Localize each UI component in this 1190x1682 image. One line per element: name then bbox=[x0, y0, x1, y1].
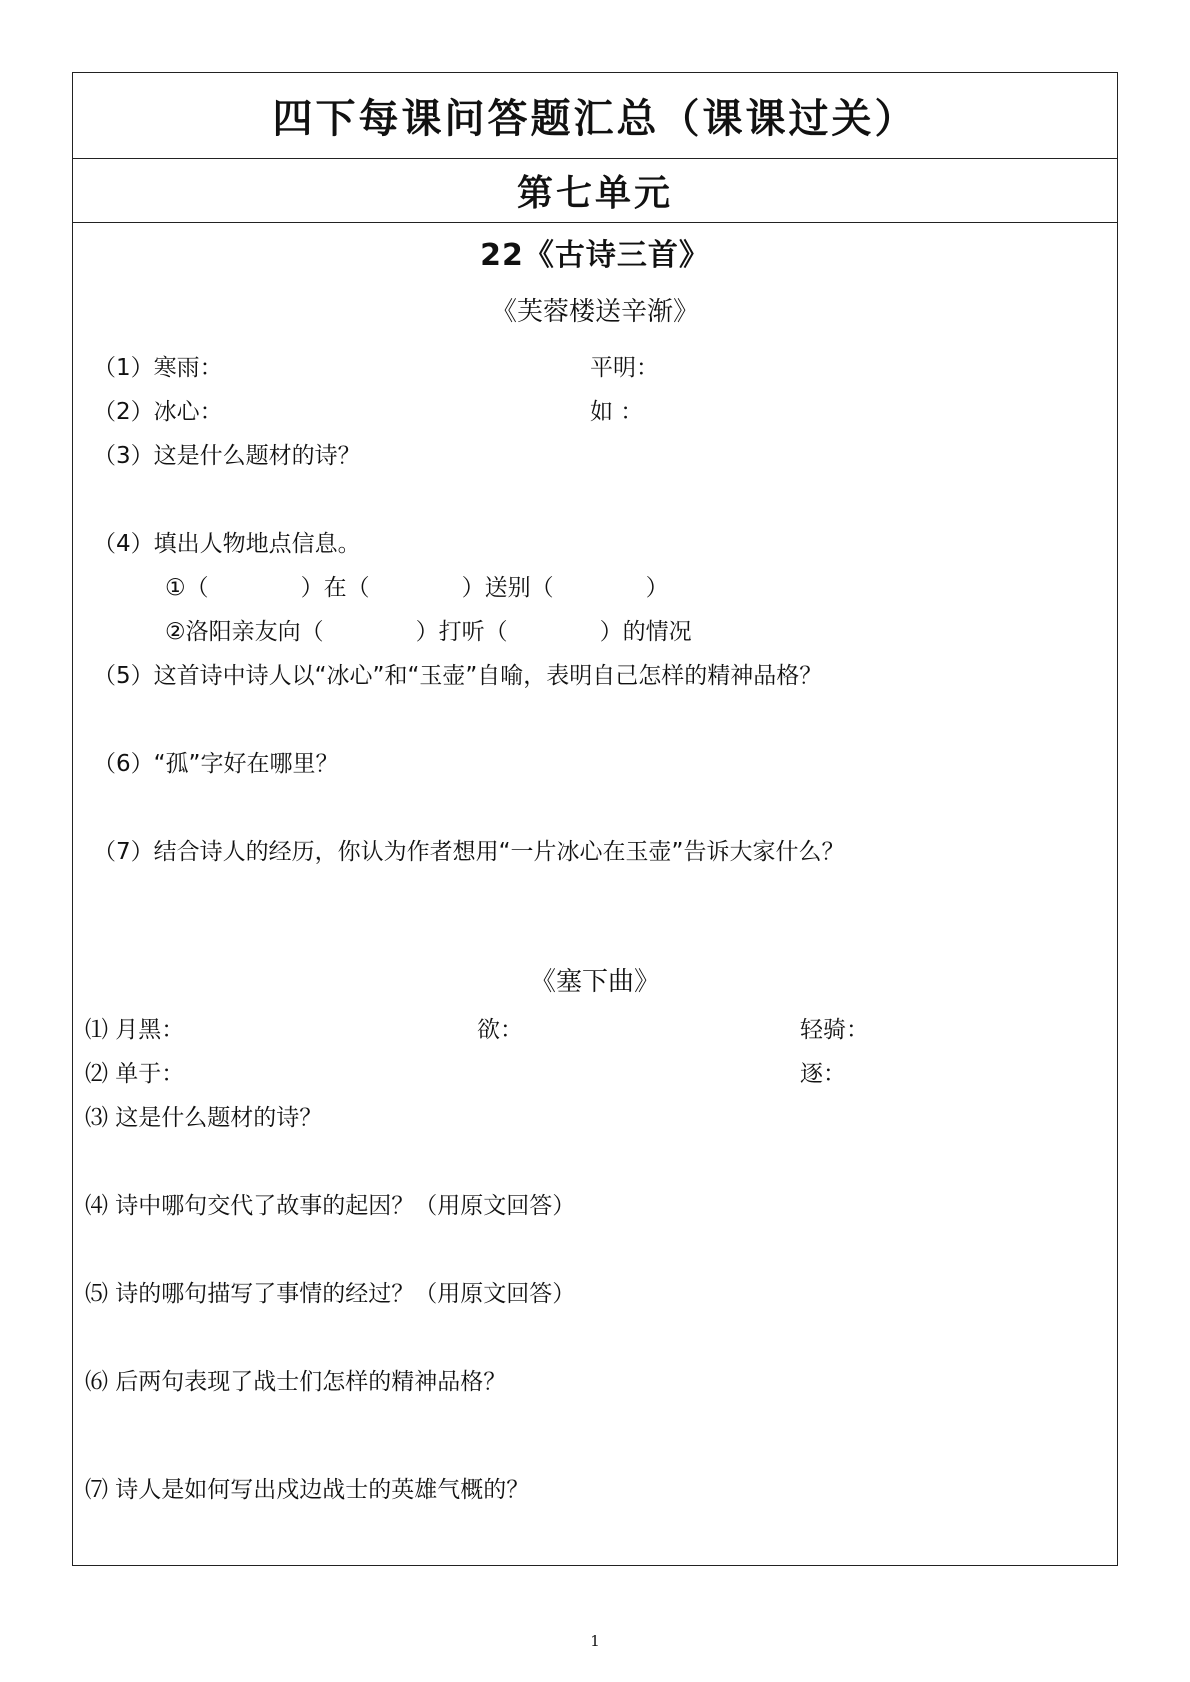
poem1-q1-right: 平明： bbox=[590, 355, 659, 381]
poem1-q6: （6）“孤”字好在哪里？ bbox=[93, 751, 339, 777]
title-row bbox=[73, 73, 1117, 159]
poem2-q1-c: 轻骑： bbox=[800, 1017, 869, 1043]
lesson-title: 22《古诗三首》 bbox=[480, 238, 710, 273]
poem2-q1-b: 欲： bbox=[477, 1017, 523, 1043]
unit-title: 第七单元 bbox=[516, 173, 673, 214]
poem1-q4-line2: ②洛阳亲友向（ ）打听（ ）的情况 bbox=[165, 619, 692, 645]
poem1-q5: （5）这首诗中诗人以“冰心”和“玉壶”自喻，表明自己怎样的精神品格？ bbox=[93, 663, 823, 689]
poem1-q4: （4）填出人物地点信息。 bbox=[93, 531, 361, 557]
poem2-q1-a: ⑴ 月黑： bbox=[85, 1017, 185, 1043]
poem1-q2-left: （2）冰心： bbox=[93, 399, 223, 425]
poem1-q1-left: （1）寒雨： bbox=[93, 355, 223, 381]
poem2-q3: ⑶ 这是什么题材的诗？ bbox=[85, 1105, 323, 1131]
page-number: 1 bbox=[590, 1632, 600, 1650]
poem2-title: 《塞下曲》 bbox=[529, 967, 660, 997]
worksheet-table bbox=[72, 72, 1118, 1566]
poem2-q2-a: ⑵ 单于： bbox=[85, 1061, 185, 1087]
poem2-q4: ⑷ 诗中哪句交代了故事的起因？（用原文回答） bbox=[85, 1193, 576, 1219]
poem2-q7: ⑺ 诗人是如何写出戍边战士的英雄气概的？ bbox=[85, 1477, 530, 1503]
poem2-q6: ⑹ 后两句表现了战士们怎样的精神品格？ bbox=[85, 1369, 507, 1395]
unit-row bbox=[73, 159, 1117, 223]
poem2-q2-c: 逐： bbox=[800, 1061, 846, 1087]
poem1-q3: （3）这是什么题材的诗？ bbox=[93, 443, 361, 469]
poem1-title: 《芙蓉楼送辛渐》 bbox=[490, 297, 699, 327]
poem1-q4-line1: ①（ ）在（ ）送别（ ） bbox=[165, 575, 669, 601]
poem1-q7: （7）结合诗人的经历，你认为作者想用“一片冰心在玉壶”告诉大家什么？ bbox=[93, 839, 845, 865]
document-title: 四下每课问答题汇总（课课过关） bbox=[272, 96, 918, 142]
poem2-q5: ⑸ 诗的哪句描写了事情的经过？（用原文回答） bbox=[85, 1281, 576, 1307]
poem1-q2-right: 如 ： bbox=[590, 399, 644, 425]
